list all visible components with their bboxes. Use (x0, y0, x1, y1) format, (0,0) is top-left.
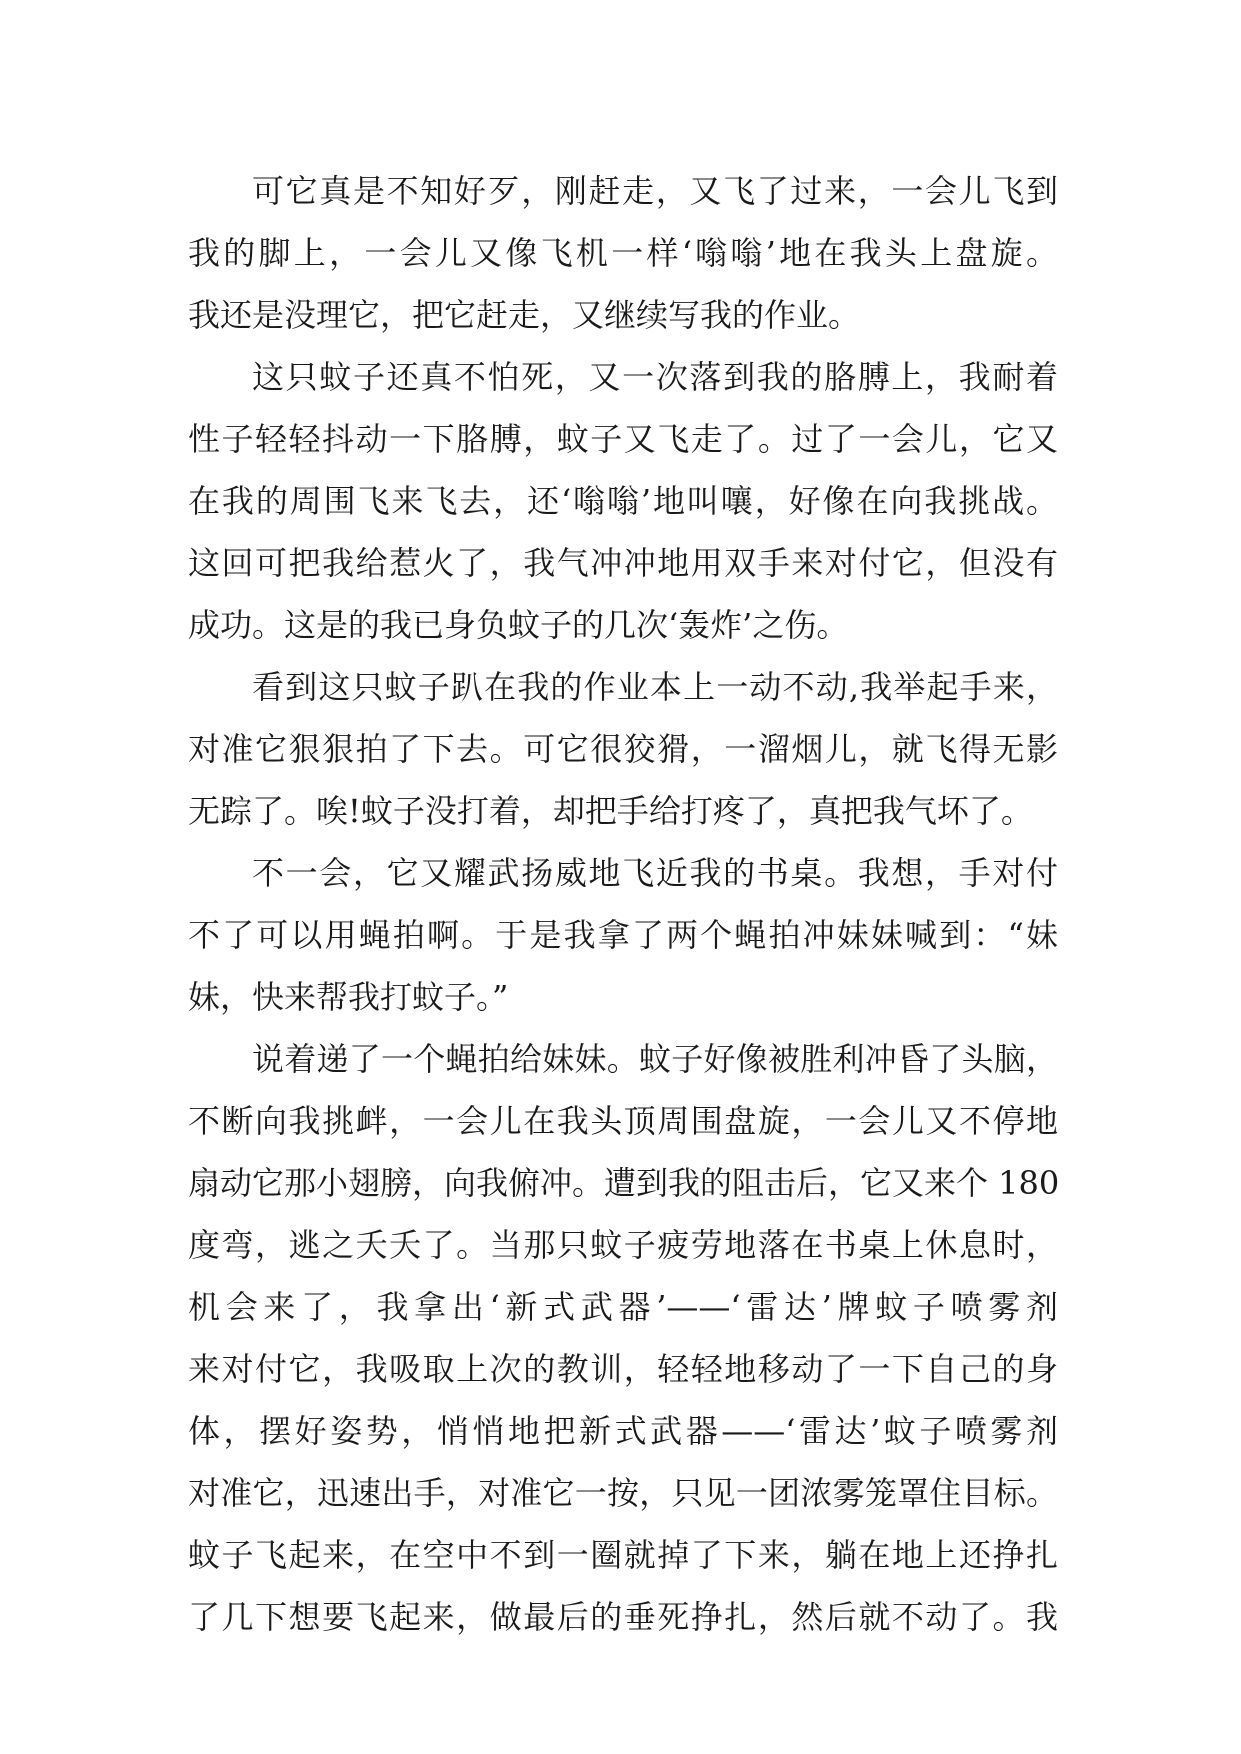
paragraph-line: 无踪了。唉!蚊子没打着，却把手给打疼了，真把我气坏了。 (188, 792, 1033, 830)
paragraph-line: 妹，快来帮我打蚊子。” (188, 978, 509, 1016)
paragraph-line: 这回可把我给惹火了，我气冲冲地用双手来对付它，但没有 (188, 544, 1058, 582)
paragraph-line: 扇动它那小翅膀，向我俯冲。遭到我的阻击后，它又来个 180 (188, 1164, 1060, 1202)
paragraph-line: 不一会，它又耀武扬威地飞近我的书桌。我想，手对付 (252, 854, 1058, 892)
paragraph-line: 在我的周围飞来飞去，还‘嗡嗡’地叫嚷，好像在向我挑战。 (188, 482, 1058, 520)
paragraph-line: 度弯，逃之夭夭了。当那只蚊子疲劳地落在书桌上休息时， (188, 1226, 1058, 1264)
paragraph-line: 可它真是不知好歹，刚赶走，又飞了过来，一会儿飞到 (252, 172, 1058, 210)
paragraph-line: 不断向我挑衅，一会儿在我头顶周围盘旋，一会儿又不停地 (188, 1102, 1058, 1140)
paragraph-line: 不了可以用蝇拍啊。于是我拿了两个蝇拍冲妹妹喊到：“妹 (188, 916, 1058, 954)
paragraph-line: 看到这只蚊子趴在我的作业本上一动不动,我举起手来， (252, 668, 1058, 706)
paragraph-line: 来对付它，我吸取上次的教训，轻轻地移动了一下自己的身 (188, 1350, 1058, 1388)
paragraph-line: 性子轻轻抖动一下胳膊，蚊子又飞走了。过了一会儿，它又 (188, 420, 1058, 458)
paragraph-2 (188, 346, 1058, 656)
paragraph-line: 说着递了一个蝇拍给妹妹。蚊子好像被胜利冲昏了头脑， (252, 1040, 1058, 1078)
paragraph-line: 机会来了，我拿出‘新式武器’——‘雷达’牌蚊子喷雾剂 (188, 1288, 1058, 1326)
paragraph-line: 我的脚上，一会儿又像飞机一样‘嗡嗡’地在我头上盘旋。 (188, 234, 1058, 272)
paragraph-4 (188, 842, 1058, 1028)
paragraph-line: 对准它狠狠拍了下去。可它很狡猾，一溜烟儿，就飞得无影 (188, 730, 1058, 768)
paragraph-line: 对准它，迅速出手，对准它一按，只见一团浓雾笼罩住目标。 (188, 1474, 1058, 1512)
paragraph-line: 了几下想要飞起来，做最后的垂死挣扎，然后就不动了。我 (188, 1598, 1058, 1636)
paragraph-1 (188, 160, 1058, 346)
paragraph-line: 这只蚊子还真不怕死，又一次落到我的胳膊上，我耐着 (252, 358, 1058, 396)
essay-body (188, 160, 1058, 1648)
paragraph-3 (188, 656, 1058, 842)
paragraph-line: 我还是没理它，把它赶走，又继续写我的作业。 (188, 296, 861, 334)
paragraph-line: 体，摆好姿势，悄悄地把新式武器——‘雷达’蚊子喷雾剂 (188, 1412, 1058, 1450)
paragraph-line: 蚊子飞起来，在空中不到一圈就掉了下来，躺在地上还挣扎 (188, 1536, 1058, 1574)
paragraph-line: 成功。这是的我已身负蚊子的几次‘轰炸’之伤。 (188, 606, 849, 644)
paragraph-5 (188, 1028, 1058, 1648)
